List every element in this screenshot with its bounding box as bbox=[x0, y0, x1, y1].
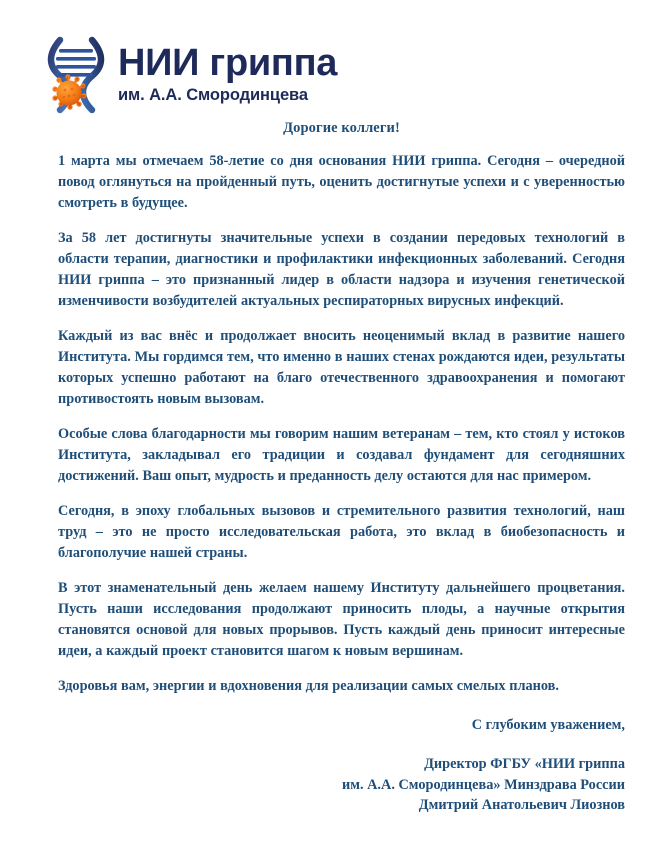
paragraph-6: В этот знаменательный день желаем нашему Институту дальнейшего процветания. Пусть наши исследования продолжают приносить плоды, а научные открытия становятся основой для новых прорывов. Пусть каждый день приносит интересные идеи, а каждый проект становится шагом к новым вершинам. bbox=[58, 580, 625, 660]
paragraph-1: 1 марта мы отмечаем 58-летие со дня основания НИИ гриппа. Сегодня – очередной повод оглянуться на пройденный путь, оценить достигнутые успехи и с уверенностью смотреть в будущее. bbox=[58, 153, 625, 212]
paragraph-4: Особые слова благодарности мы говорим нашим ветеранам – тем, кто стоял у истоков Института, закладывал его традиции и создавал фундамент для сегодняшних достижений. Ваш опыт, мудрость и преданность делу остаются для нас примером. bbox=[58, 426, 625, 485]
paragraph-7: Здоровья вам, энергии и вдохновения для реализации самых смелых планов. bbox=[58, 678, 559, 695]
signature-role-line-1: Директор ФГБУ «НИИ гриппа bbox=[424, 756, 625, 773]
logo-subtitle: им. А.А. Смородинцева bbox=[118, 85, 308, 104]
letter-body bbox=[58, 120, 625, 815]
closing-line: С глубоким уважением, bbox=[471, 717, 625, 734]
institute-logo bbox=[46, 32, 337, 114]
signature-role-line-2: им. А.А. Смородинцева» Минздрава России bbox=[341, 776, 625, 793]
logo-wordmark bbox=[118, 42, 337, 104]
signature-block bbox=[58, 754, 625, 815]
dna-helix-virus-icon bbox=[46, 32, 108, 114]
signature-name: Дмитрий Анатольевич Лиознов bbox=[418, 796, 625, 813]
paragraph-2: За 58 лет достигнуты значительные успехи в создании передовых технологий в области терапии, диагностики и профилактики инфекционных заболеваний. Сегодня НИИ гриппа – это признанный лидер в области надзора и изучения генетической изменчивости возбудителей актуальных респираторных вирусных инфекций. bbox=[58, 230, 625, 310]
logo-title: НИИ гриппа bbox=[118, 42, 338, 85]
salutation: Дорогие коллеги! bbox=[283, 120, 400, 136]
paragraph-5: Сегодня, в эпоху глобальных вызовов и стремительного развития технологий, наш труд – это не просто исследовательская работа, это вклад в биобезопасность и благополучие нашей страны. bbox=[58, 503, 625, 562]
paragraph-3: Каждый из вас внёс и продолжает вносить неоценимый вклад в развитие нашего Института. Мы гордимся тем, что именно в наших стенах рождаются идеи, результаты которых успешно работают на благо отечественного здравоохранения и помогают противостоять новым вызовам. bbox=[58, 328, 625, 408]
